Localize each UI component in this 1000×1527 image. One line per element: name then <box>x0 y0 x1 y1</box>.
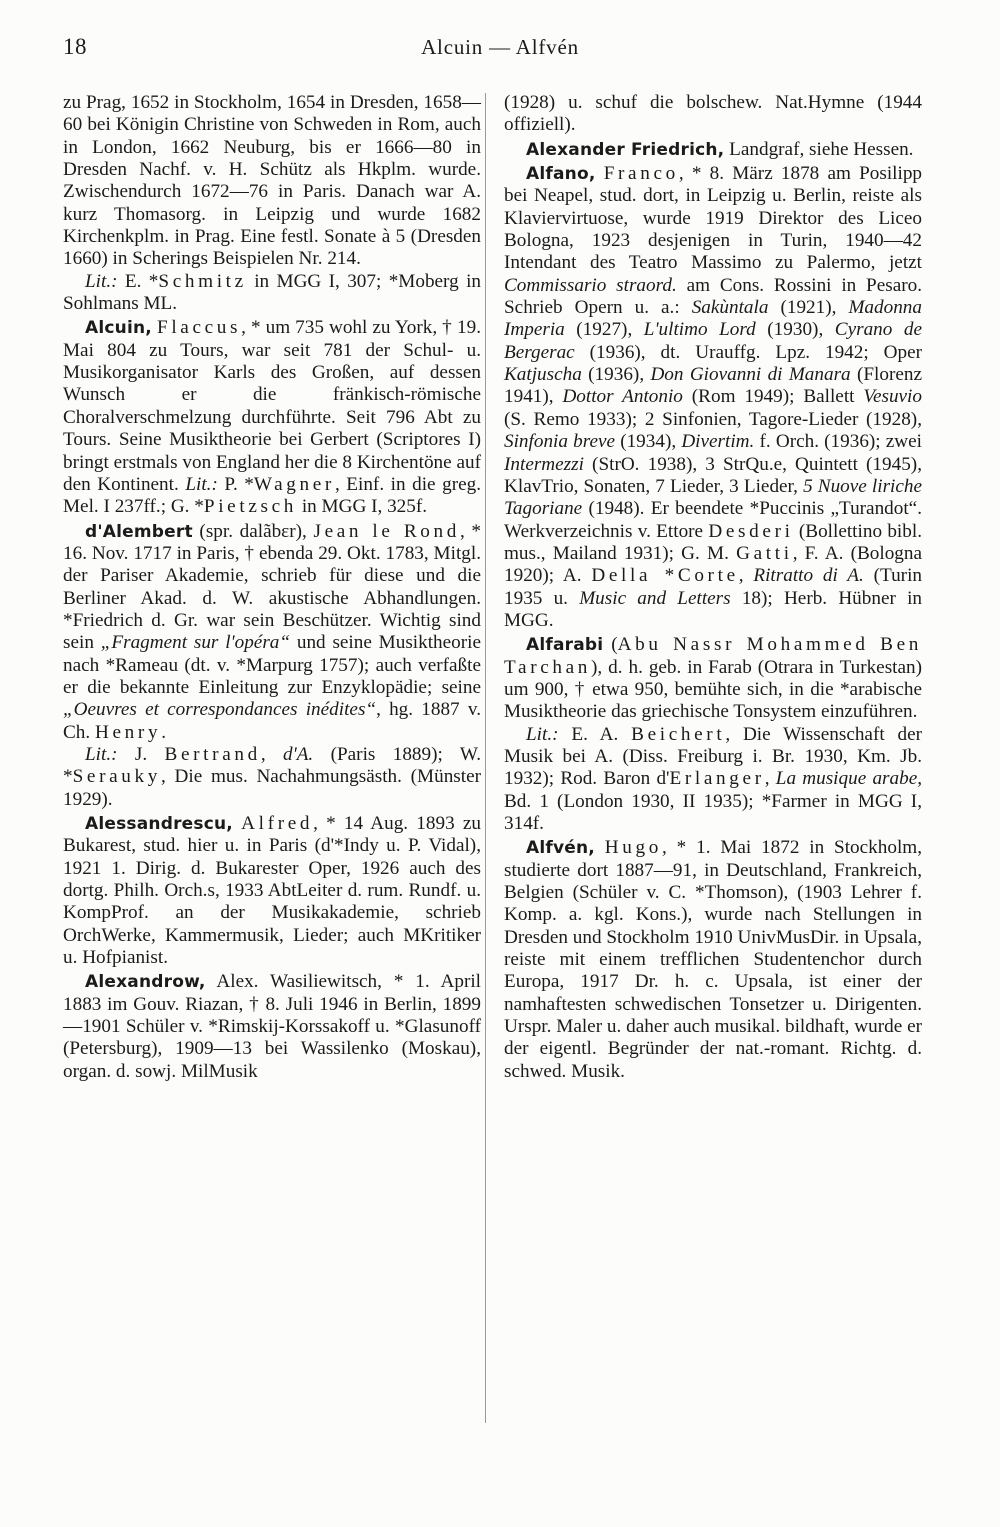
headword-alfano: Alfano, <box>526 164 596 185</box>
entry-alexander-friedrich: Alexander Friedrich, Landgraf, siehe Hessen. <box>526 138 914 160</box>
entry-alfarabi: Alfarabi (Abu Nassr Mohammed Ben Tarchan), d. h. geb. in Farab (Otrara in Turkestan) um 900, † etwa 950, bemühte sich, in die *arabische Musiktheorie das griechische Tonsystem einzuführen. <box>504 634 922 723</box>
headword-alexander-friedrich: Alexander Friedrich, <box>526 139 725 160</box>
headword-alembert: d'Alembert <box>85 521 193 542</box>
entry-alembert: d'Alembert (spr. dalãbεr), Jean le Rond, * 16. Nov. 1717 in Paris, † ebenda 29. Okt. 1783, Mitgl. der Pariser Akademie, schrieb für diese und die Berliner Akad. d. W. akustische Abhandlungen. *Friedrich d. Gr. war sein Beschützer. Wichtig sind sein „Fragment sur l'opéra“ und seine Musiktheorie nach *Rameau (dt. v. *Marpurg 1757); auch verfaßte er die bekannte Einleitung zur Enzyklopädie; seine „Oeuvres et correspondances inédites“, hg. 1887 v. Ch. Henry. <box>63 520 482 743</box>
column-rule <box>485 93 486 1423</box>
page-number: 18 <box>63 34 87 59</box>
headword-alfven: Alfvén, <box>526 838 595 859</box>
entry-alessandrescu: Alessandrescu, Alfred, * 14 Aug. 1893 zu Bukarest, stud. hier u. in Paris (d'*Indy u. P. Vidal), 1921 1. Dirig. d. Bukarester Oper, 1926 auch des dortg. Philh. Orch.s, 1933 AbtLeiter d. rum. Rundf. u. KompProf. an der Musikakademie, schrieb OrchWerke, Kammermusik, Lieder; auch MKritiker u. Hofpianist. <box>63 813 481 969</box>
entry-alfarabi-literature: Lit.: E. A. Beichert, Die Wissenschaft der Musik bei A. (Diss. Freiburg i. Br. 1930, Km. Jb. 1932); Rod. Baron d'Erlanger, La musique arabe, Bd. 1 (London 1930, II 1935); *Farmer in MGG I, 314f. <box>504 723 923 834</box>
headword-alessandrescu: Alessandrescu, <box>85 814 233 834</box>
entry-alcuin: Alcuin, Flaccus, * um 735 wohl zu York, † 19. Mai 804 zu Tours, war seit 781 der Schul- u. Musikorganisator Karls des Großen, auf dessen Wunsch er die fränkisch-römische Choralverschmelzung durchführte. Seit 796 Abt zu Tours. Seine Musiktheorie bei Gerbert (Scriptores I) bringt erstmals von England her die 8 Kirchentöne auf den Kontinent. Lit.: P. *Wagner, Einf. in die greg. Mel. I 237ff.; G. *Pietzsch in MGG I, 325f. <box>63 317 482 518</box>
running-head: Alcuin — Alfvén <box>421 35 579 59</box>
headword-alcuin: Alcuin, <box>85 318 152 339</box>
left-column <box>63 92 481 1083</box>
entry-continuation-literature: Lit.: E. *Schmitz in MGG I, 307; *Moberg in Sohlmans ML. <box>63 270 481 315</box>
headword-alfarabi: Alfarabi <box>526 635 604 656</box>
entry-alexandrow: Alexandrow, Alex. Wasiliewitsch, * 1. April 1883 im Gouv. Riazan, † 8. Juli 1946 in Berlin, 1899—1901 Schüler v. *Rimskij-Korssakoff u. *Glasunoff (Petersburg), 1909—13 bei Wassilenko (Moskau), organ. d. sowj. MilMusik <box>63 971 481 1082</box>
entry-continuation: zu Prag, 1652 in Stockholm, 1654 in Dresden, 1658—60 bei Königin Christine von Schweden in Rom, auch in London, 1662 Neuburg, bis er 1666—80 in Dresden Nachf. v. H. Schütz als Hkplm. wurde. Zwischendurch 1672—76 in Paris. Danach war A. kurz Thomasorg. in Leipzig und wurde 1682 Kirchenkplm. in Prag. Eine festl. Sonate à 5 (Dresden 1660) in Scherings Beispielen Nr. 214. <box>63 92 481 270</box>
entry-alfano: Alfano, Franco, * 8. März 1878 am Posilipp bei Neapel, stud. dort, in Leipzig u. Berlin, reiste als Klaviervirtuose, wurde 1919 Direktor des Liceo Bologna, 1923 desjenigen in Turin, 1940—42 Intendant des Teatro Massimo zu Palermo, jetzt Commissario straord. am Cons. Rossini in Pesaro. Schrieb Opern u. a.: Sakùntala (1921), Madonna Imperia (1927), L'ultimo Lord (1930), Cyrano de Bergerac (1936), dt. Urauffg. Lpz. 1942; Oper Katjuscha (1936), Don Giovanni di Manara (Florenz 1941), Dottor Antonio (Rom 1949); Ballett Vesuvio (S. Remo 1933); 2 Sinfonien, Tagore-Lieder (1928), Sinfonia breve (1934), Divertim. f. Orch. (1936); zwei Intermezzi (StrO. 1938), 3 StrQu.e, Quintett (1945), KlavTrio, Sonaten, 7 Lieder, 3 Lieder, 5 Nuove liriche Tagoriane (1948). Er beendete *Puccinis „Turandot“. Werkverzeichnis v. Ettore Desderi (Bollettino bibl. mus., Mailand 1931); G. M. Gatti, F. A. (Bologna 1920); A. Della *Corte, Ritratto di A. (Turin 1935 u. Music and Letters 18); Herb. Hübner in MGG. <box>504 163 923 631</box>
entry-alfven: Alfvén, Hugo, * 1. Mai 1872 in Stockholm, studierte dort 1887—91, in Deutschland, Frankreich, Belgien (Schüler v. C. *Thomson), (1903 Lehrer f. Komp. a. kgl. Kons.), wurde nach Stellungen in Dresden und Stockholm 1910 UnivMusDir. in Upsala, reiste mit einem trefflichen Studentenchor durch Europa, 1917 Dr. h. c. Upsala, ist einer der namhaftesten schwedischen Tonsetzer u. Dirigenten. Urspr. Maler u. daher auch musikal. bildhaft, wurde er der eigentl. Begründer der nat.-romant. Richtg. d. schwed. Musik. <box>504 837 923 1082</box>
right-column <box>504 92 922 1083</box>
entry-alembert-literature: Lit.: J. Bertrand, d'A. (Paris 1889); W. *Serauky, Die mus. Nachahmungsästh. (Münster 1929). <box>63 743 481 810</box>
headword-alexandrow: Alexandrow, <box>85 972 206 993</box>
entry-alexandrow-continuation: (1928) u. schuf die bolschew. Nat.Hymne (1944 offiziell). <box>504 92 922 136</box>
